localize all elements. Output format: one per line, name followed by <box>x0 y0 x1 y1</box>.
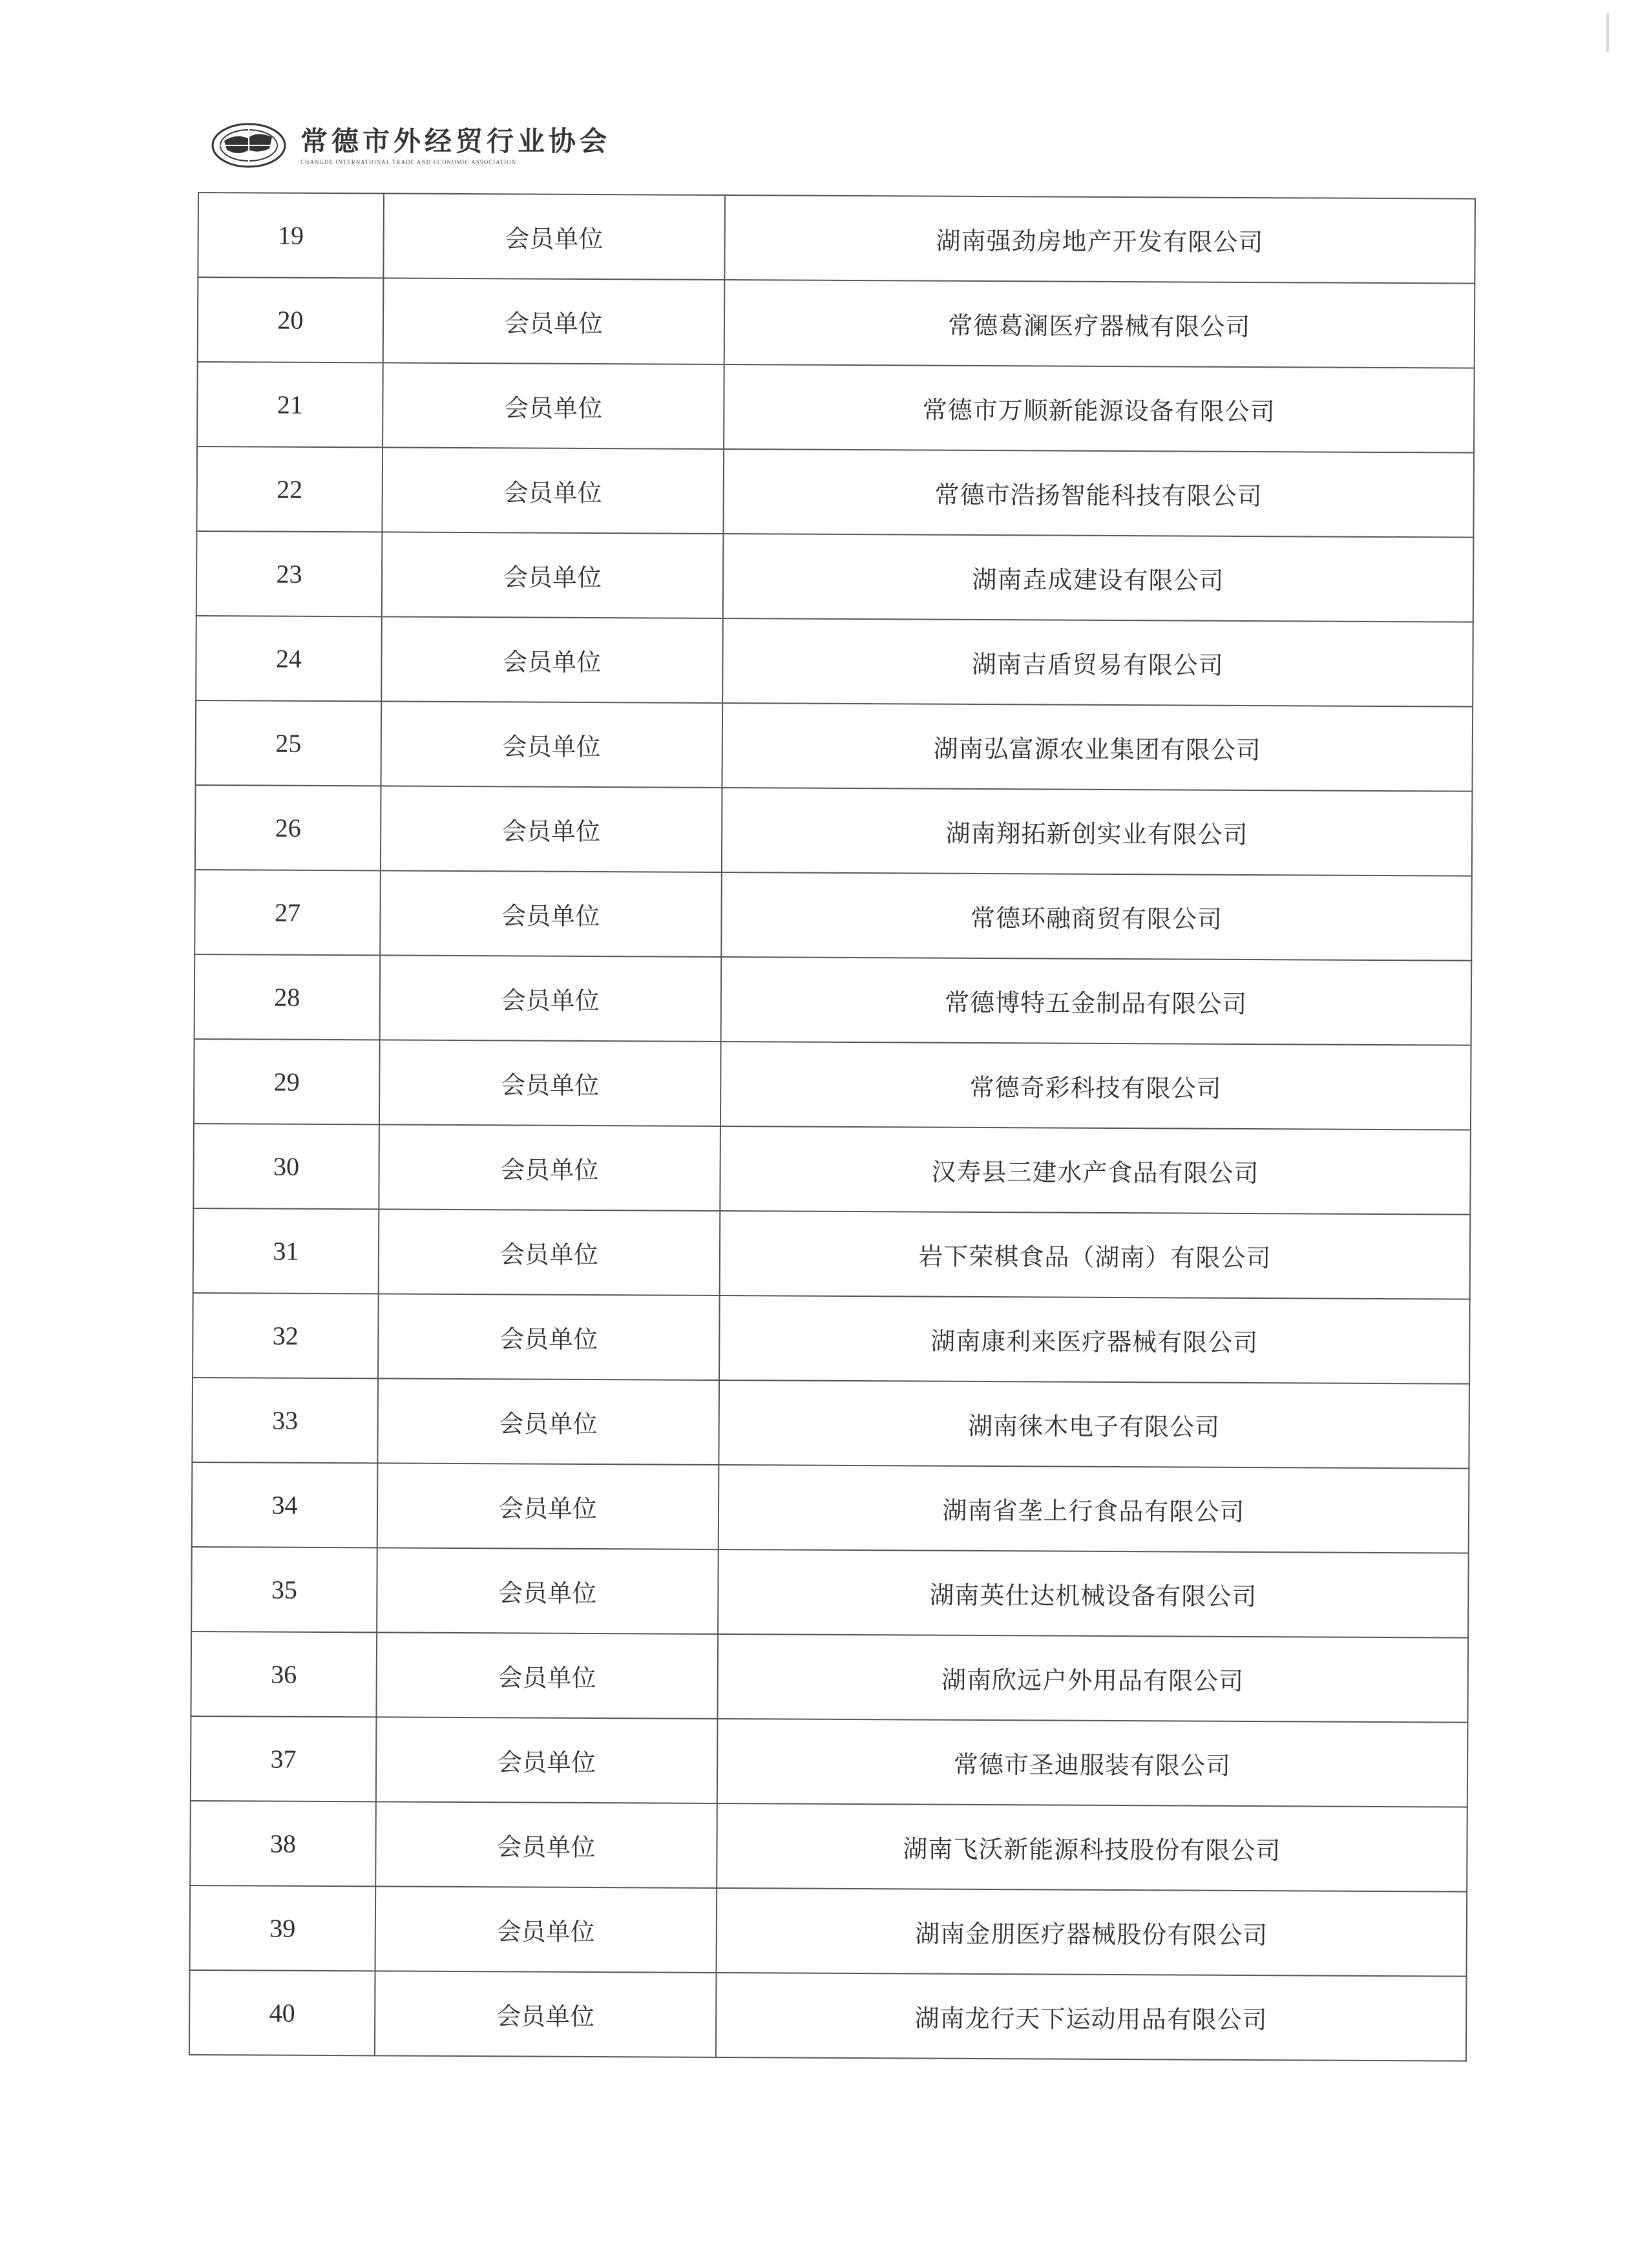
row-number-cell: 22 <box>196 446 383 532</box>
table-row <box>195 785 1473 876</box>
table-row <box>196 616 1473 707</box>
company-name-cell: 湖南英仕达机械设备有限公司 <box>718 1549 1469 1638</box>
table-row <box>192 1378 1469 1469</box>
row-number-cell: 26 <box>195 785 381 870</box>
company-name-cell: 湖南吉盾贸易有限公司 <box>722 618 1473 707</box>
member-type-cell: 会员单位 <box>377 1378 719 1465</box>
row-number-cell: 36 <box>191 1632 377 1717</box>
table-row <box>198 193 1475 284</box>
table-row <box>190 1885 1467 1977</box>
company-name-cell: 常德博特五金制品有限公司 <box>720 957 1471 1045</box>
member-type-cell: 会员单位 <box>379 1209 720 1296</box>
table-row <box>191 1632 1468 1723</box>
row-number-cell: 37 <box>191 1716 377 1801</box>
row-number-cell: 31 <box>193 1208 379 1294</box>
member-type-cell: 会员单位 <box>375 1971 716 2057</box>
company-name-cell: 汉寿县三建水产食品有限公司 <box>720 1126 1471 1215</box>
member-type-cell: 会员单位 <box>378 1294 719 1380</box>
company-name-cell: 湖南徕木电子有限公司 <box>719 1380 1469 1469</box>
company-name-cell: 湖南弘富源农业集团有限公司 <box>722 703 1473 792</box>
row-number-cell: 28 <box>194 954 381 1040</box>
row-number-cell: 24 <box>196 616 382 701</box>
row-number-cell: 19 <box>198 193 384 278</box>
table-row <box>192 1462 1469 1553</box>
member-type-cell: 会员单位 <box>375 1801 717 1888</box>
company-name-cell: 常德葛澜医疗器械有限公司 <box>724 280 1475 368</box>
table-row <box>193 1293 1470 1384</box>
member-type-cell: 会员单位 <box>381 701 722 788</box>
table-row <box>194 1039 1471 1130</box>
table-row <box>196 531 1474 622</box>
table-row <box>196 446 1474 538</box>
row-number-cell: 40 <box>189 1970 375 2055</box>
table-row <box>191 1716 1468 1807</box>
member-type-cell: 会员单位 <box>377 1463 719 1549</box>
table-row <box>190 1801 1467 1892</box>
row-number-cell: 20 <box>198 277 384 362</box>
company-name-cell: 岩下荣棋食品（湖南）有限公司 <box>719 1211 1470 1299</box>
member-type-cell: 会员单位 <box>379 955 720 1042</box>
row-number-cell: 32 <box>193 1293 379 1378</box>
member-type-cell: 会员单位 <box>375 1886 716 1973</box>
row-number-cell: 29 <box>194 1039 380 1124</box>
company-name-cell: 湖南翔拓新创实业有限公司 <box>722 788 1473 876</box>
member-type-cell: 会员单位 <box>380 870 721 957</box>
member-type-cell: 会员单位 <box>376 1717 717 1803</box>
member-type-cell: 会员单位 <box>379 1040 720 1126</box>
table-row <box>189 1970 1467 2061</box>
company-name-cell: 湖南金朋医疗器械股份有限公司 <box>716 1888 1467 1977</box>
company-name-cell: 常德市浩扬智能科技有限公司 <box>723 449 1474 538</box>
member-type-cell: 会员单位 <box>382 532 723 618</box>
member-list-table <box>189 192 1476 2062</box>
row-number-cell: 39 <box>190 1885 376 1971</box>
table-row <box>196 700 1473 792</box>
letterhead <box>210 116 611 174</box>
row-number-cell: 35 <box>191 1547 377 1632</box>
member-list-body <box>189 193 1475 2061</box>
row-number-cell: 38 <box>190 1801 376 1886</box>
table-row <box>191 1547 1469 1638</box>
row-number-cell: 25 <box>196 700 382 786</box>
company-name-cell: 湖南飞沃新能源科技股份有限公司 <box>717 1803 1467 1892</box>
table-row <box>198 277 1475 368</box>
company-name-cell: 湖南康利来医疗器械有限公司 <box>719 1296 1470 1384</box>
row-number-cell: 34 <box>192 1462 378 1548</box>
company-name-cell: 湖南垚成建设有限公司 <box>723 534 1474 622</box>
table-row <box>194 954 1472 1045</box>
member-type-cell: 会员单位 <box>381 786 722 872</box>
row-number-cell: 30 <box>193 1124 379 1209</box>
member-type-cell: 会员单位 <box>383 278 724 364</box>
row-number-cell: 33 <box>192 1378 378 1463</box>
member-type-cell: 会员单位 <box>377 1548 718 1634</box>
company-name-cell: 湖南省垄上行食品有限公司 <box>718 1465 1469 1553</box>
company-name-cell: 常德奇彩科技有限公司 <box>720 1042 1471 1130</box>
company-name-cell: 常德市圣迪服装有限公司 <box>717 1719 1468 1807</box>
company-name-cell: 常德市万顺新能源设备有限公司 <box>724 364 1475 453</box>
association-logo-icon <box>210 121 288 169</box>
company-name-cell: 湖南龙行天下运动用品有限公司 <box>716 1973 1467 2061</box>
member-type-cell: 会员单位 <box>383 193 724 280</box>
member-type-cell: 会员单位 <box>381 616 722 703</box>
scan-edge-mark <box>1606 13 1609 52</box>
association-name: 常德市外经贸行业协会 <box>300 125 611 157</box>
company-name-cell: 湖南强劲房地产开发有限公司 <box>724 195 1475 284</box>
row-number-cell: 27 <box>194 870 381 955</box>
table-row <box>193 1208 1471 1299</box>
member-type-cell: 会员单位 <box>383 362 724 449</box>
company-name-cell: 湖南欣远户外用品有限公司 <box>717 1634 1468 1723</box>
member-type-cell: 会员单位 <box>382 447 723 534</box>
row-number-cell: 21 <box>197 362 383 447</box>
member-type-cell: 会员单位 <box>379 1124 720 1211</box>
table-row <box>194 870 1472 961</box>
member-type-cell: 会员单位 <box>376 1632 717 1719</box>
row-number-cell: 23 <box>196 531 383 616</box>
association-english-name: CHANGDE INTERNATIONAL TRADE AND ECONOMIC ASSOCIATION <box>300 159 517 165</box>
table-row <box>197 362 1475 453</box>
company-name-cell: 常德环融商贸有限公司 <box>721 872 1472 961</box>
table-row <box>193 1124 1471 1215</box>
